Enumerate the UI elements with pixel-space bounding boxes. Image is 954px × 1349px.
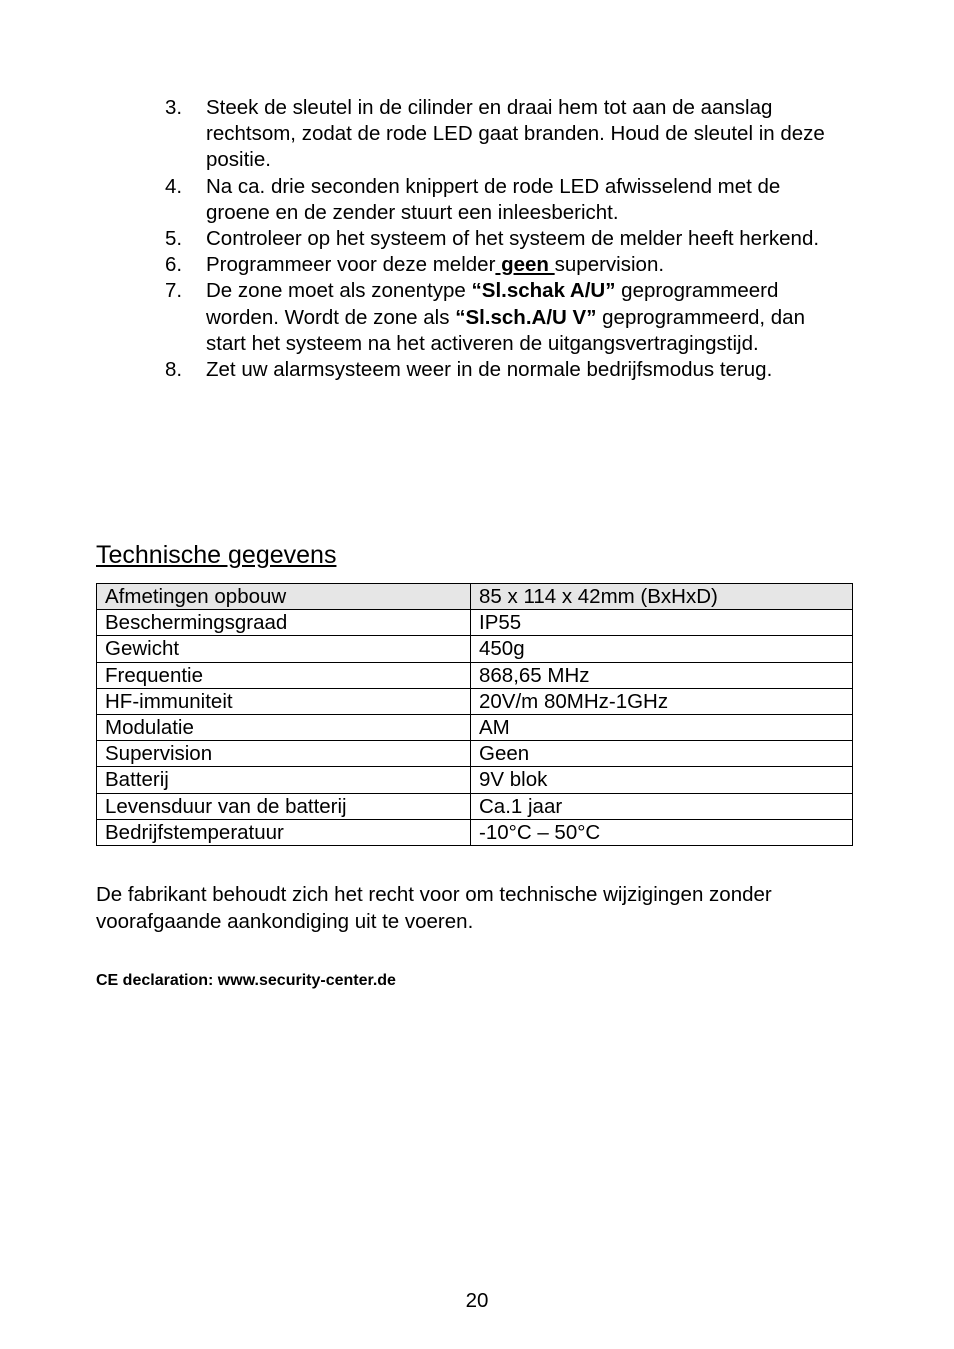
step-text: Zet uw alarmsysteem weer in de normale bedrijfsmodus terug. [206, 358, 773, 382]
table-row [97, 636, 853, 662]
page-number: 20 [465, 1289, 489, 1312]
ce-declaration: CE declaration: www.security-center.de [96, 972, 396, 989]
table-row [97, 741, 853, 767]
spec-value: -10°C – 50°C [471, 819, 853, 845]
step-text [206, 278, 825, 357]
spec-value: AM [471, 714, 853, 740]
step-text: Steek de sleutel in de cilinder en draai hem tot aan de aanslag rechtsom, zodat de rode LED gaat branden. Houd de sleutel in deze positie. [206, 96, 825, 172]
spec-value: 9V blok [471, 767, 853, 793]
table-row [97, 610, 853, 636]
spec-key: Levensduur van de batterij [97, 793, 471, 819]
step-text [206, 252, 825, 278]
step-text-part: De zone moet als zonentype [206, 279, 472, 303]
step-text: Na ca. drie seconden knippert de rode LED afwisselend met de groene en de zender stuurt een inleesbericht. [206, 174, 781, 224]
spec-value: IP55 [471, 610, 853, 636]
spec-table [96, 583, 853, 846]
table-row [97, 688, 853, 714]
step-number: 6. [165, 253, 183, 277]
table-row [97, 793, 853, 819]
disclaimer-note: De fabrikant behoudt zich het recht voor om technische wijzigingen zonder voorafgaande aankondiging uit te voeren. [96, 883, 772, 933]
spec-value: 868,65 MHz [471, 662, 853, 688]
spec-key: Frequentie [97, 662, 471, 688]
spec-key: Beschermingsgraad [97, 610, 471, 636]
step-text-post: supervision. [554, 253, 665, 277]
table-row [97, 714, 853, 740]
step-item [165, 278, 825, 357]
spec-key: Batterij [97, 767, 471, 793]
step-number: 4. [165, 174, 183, 198]
step-text-pre: Programmeer voor deze melder [206, 253, 496, 277]
zone-type-1: “Sl.schak A/U” [471, 279, 616, 303]
table-row [97, 767, 853, 793]
emphasis-geen: geen [495, 253, 555, 277]
step-item [165, 252, 825, 278]
spec-value: Ca.1 jaar [471, 793, 853, 819]
spec-value: Geen [471, 741, 853, 767]
step-number: 5. [165, 227, 183, 251]
step-number: 8. [165, 358, 183, 382]
spec-value: 20V/m 80MHz-1GHz [471, 688, 853, 714]
table-row [97, 584, 853, 610]
step-item [165, 357, 825, 383]
step-text: Controleer op het systeem of het systeem de melder heeft herkend. [206, 227, 820, 251]
spec-key: Supervision [97, 741, 471, 767]
spec-key: HF-immuniteit [97, 688, 471, 714]
spec-value: 85 x 114 x 42mm (BxHxD) [471, 584, 853, 610]
spec-value: 450g [471, 636, 853, 662]
section-heading: Technische gegevens [96, 541, 337, 569]
step-number: 7. [165, 279, 183, 303]
table-row [97, 819, 853, 845]
spec-key: Modulatie [97, 714, 471, 740]
spec-key: Gewicht [97, 636, 471, 662]
step-item [165, 95, 825, 174]
step-number: 3. [165, 96, 183, 119]
spec-key: Bedrijfstemperatuur [97, 819, 471, 845]
step-item [165, 226, 825, 252]
step-item [165, 174, 825, 226]
spec-key: Afmetingen opbouw [97, 584, 471, 610]
step-text-part: geprogrammeerd worden. Wordt de zone als [206, 279, 779, 329]
instruction-steps [165, 95, 825, 383]
zone-type-2: “Sl.sch.A/U V” [455, 305, 597, 329]
step-text-part: geprogrammeerd, dan start het systeem na het activeren de uitgangsvertragingstijd. [206, 305, 805, 355]
table-row [97, 662, 853, 688]
